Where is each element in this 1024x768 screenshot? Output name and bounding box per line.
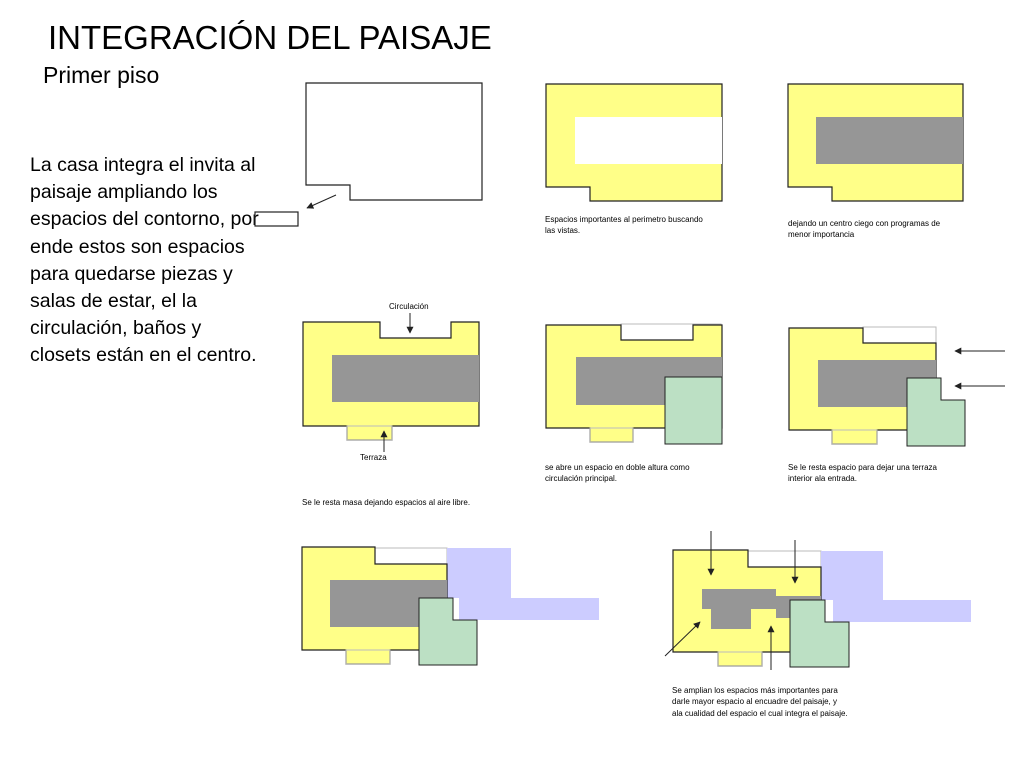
diagram-4-subtracted xyxy=(302,302,479,507)
circulation-label: Circulación xyxy=(389,302,429,311)
terrace-label: Terraza xyxy=(360,453,387,462)
diagram-1-outline xyxy=(255,83,482,226)
diagram-5-double-height xyxy=(545,324,722,483)
d4-caption: Se le resta masa dejando espacios al aire libre. xyxy=(302,498,471,507)
plan-outline xyxy=(306,83,482,200)
d5-caption-line-1: se abre un espacio en doble altura como xyxy=(545,463,690,472)
d5-caption-line-2: circulación principal. xyxy=(545,474,618,483)
d6-caption-line-1: Se le resta espacio para dejar una terraza xyxy=(788,463,937,472)
d3-caption-line-1: dejando un centro ciego con programas de xyxy=(788,219,941,228)
d6-caption-line-2: interior ala entrada. xyxy=(788,474,857,483)
d3-caption-line-2: menor importancia xyxy=(788,230,855,239)
center-void xyxy=(575,117,722,164)
landscape-zone xyxy=(447,548,599,620)
circulation-volume xyxy=(907,378,965,446)
small-rect xyxy=(255,212,298,226)
d2-caption-line-2: las vistas. xyxy=(545,226,581,235)
top-ghost xyxy=(748,551,821,567)
d8-caption-line-2: darle mayor espacio al encuadre del paisaje, y xyxy=(672,697,837,706)
center-core xyxy=(332,355,479,402)
landscape-zone xyxy=(821,551,971,622)
d8-caption-line-3: ala cualidad del espacio el cual integra el paisaje. xyxy=(672,709,848,718)
slide-title: INTEGRACIÓN DEL PAISAJE xyxy=(48,19,492,56)
center-core xyxy=(816,117,963,164)
slide-subtitle: Primer piso xyxy=(43,62,160,88)
d2-caption-line-1: Espacios importantes al perimetro buscando xyxy=(545,215,703,224)
top-ghost xyxy=(863,327,936,343)
diagram-2-perimeter xyxy=(545,84,722,235)
entry-arrow xyxy=(307,195,336,208)
diagram-6-interior-terrace xyxy=(788,327,1005,483)
circulation-volume xyxy=(665,377,722,444)
top-ghost xyxy=(375,548,447,564)
center-core-lower xyxy=(711,609,751,629)
diagram-3-blind-center xyxy=(788,84,963,239)
center-core-upper xyxy=(702,589,776,609)
diagram-8-expanded xyxy=(665,531,971,718)
d8-caption-line-1: Se amplian los espacios más importantes para xyxy=(672,686,838,695)
diagram-7-landscape xyxy=(302,547,599,665)
body-text: La casa integra el invita al paisaje ampliando los espacios del contorno, por ende estos son espacios para quedarse piezas y salas de estar, el la circulación, baños y closets están en el centro. xyxy=(30,154,259,367)
